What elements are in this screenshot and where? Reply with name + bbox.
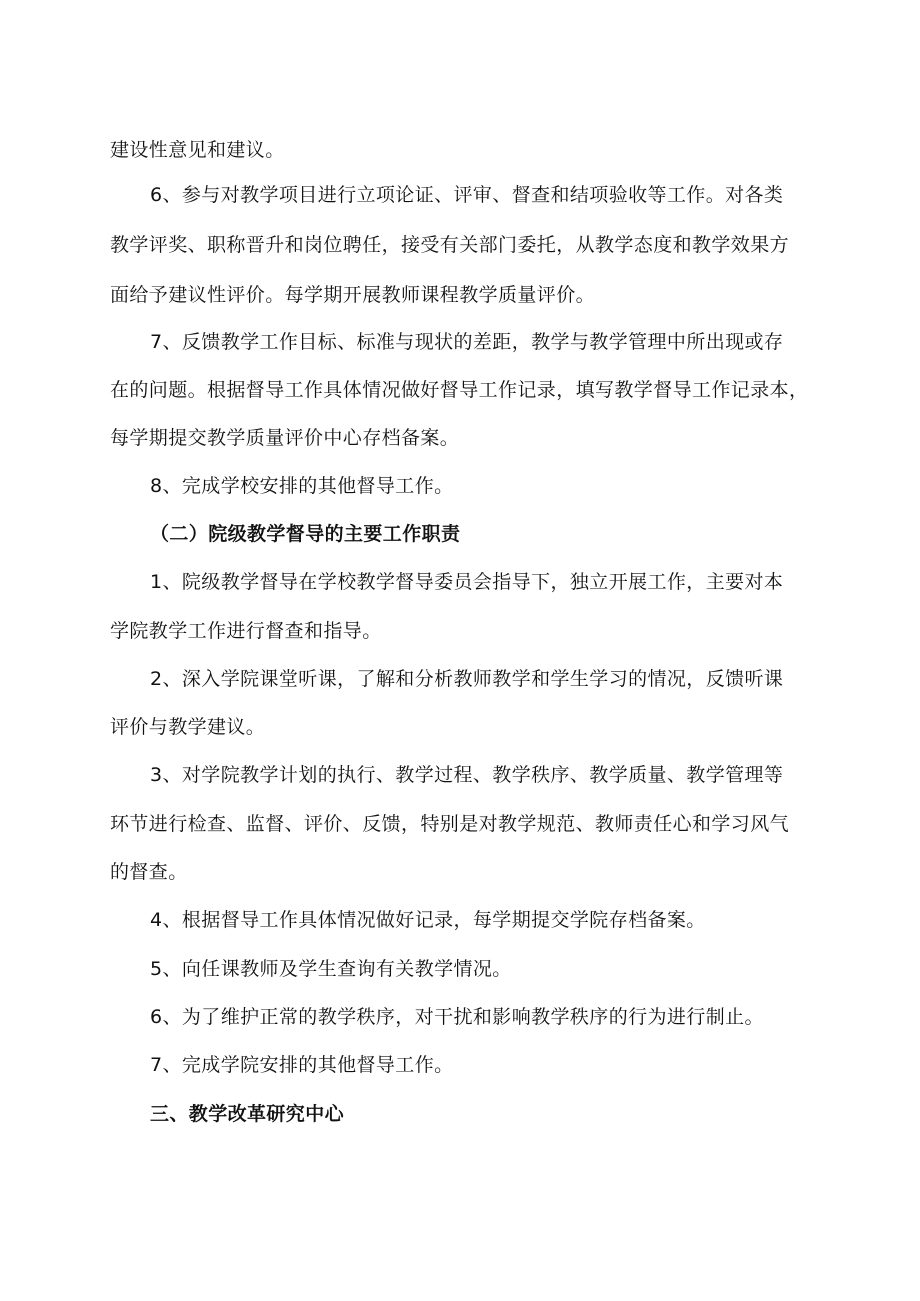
paragraph-line: 面给予建议性评价。每学期开展教师课程教学质量评价。	[110, 284, 596, 306]
paragraph-line: 评价与教学建议。	[110, 716, 266, 738]
paragraph-line: 7、完成学院安排的其他督导工作。	[150, 1054, 454, 1076]
paragraph-line: 每学期提交教学质量评价中心存档备案。	[110, 427, 460, 449]
paragraph-line: 3、对学院教学计划的执行、教学过程、教学秩序、教学质量、教学管理等	[150, 764, 784, 786]
section-heading: （二）院级教学督导的主要工作职责	[150, 523, 461, 545]
paragraph-line: 教学评奖、职称晋升和岗位聘任，接受有关部门委托，从教学态度和教学效果方	[110, 234, 790, 256]
paragraph-line: 6、为了维护正常的教学秩序，对干扰和影响教学秩序的行为进行制止。	[150, 1006, 764, 1028]
paragraph-line: 4、根据督导工作具体情况做好记录，每学期提交学院存档备案。	[150, 909, 706, 931]
paragraph-line: 8、完成学校安排的其他督导工作。	[150, 475, 454, 497]
paragraph-line: 在的问题。根据督导工作具体情况做好督导工作记录，填写教学督导工作记录本，	[110, 379, 809, 401]
paragraph-line: 建设性意见和建议。	[110, 139, 285, 161]
paragraph-line: 6、参与对教学项目进行立项论证、评审、督查和结项验收等工作。对各类	[150, 184, 784, 206]
paragraph-line: 5、向任课教师及学生查询有关教学情况。	[150, 958, 512, 980]
paragraph-line: 7、反馈教学工作目标、标准与现状的差距，教学与教学管理中所出现或存	[150, 331, 784, 353]
paragraph-line: 2、深入学院课堂听课，了解和分析教师教学和学生学习的情况，反馈听课	[150, 668, 784, 690]
section-heading: 三、教学改革研究中心	[150, 1103, 345, 1125]
paragraph-line: 1、院级教学督导在学校教学督导委员会指导下，独立开展工作，主要对本	[150, 571, 784, 593]
paragraph-line: 环节进行检查、监督、评价、反馈，特别是对教学规范、教师责任心和学习风气	[110, 813, 790, 835]
paragraph-line: 学院教学工作进行督查和指导。	[110, 620, 382, 642]
paragraph-line: 的督查。	[110, 861, 188, 883]
